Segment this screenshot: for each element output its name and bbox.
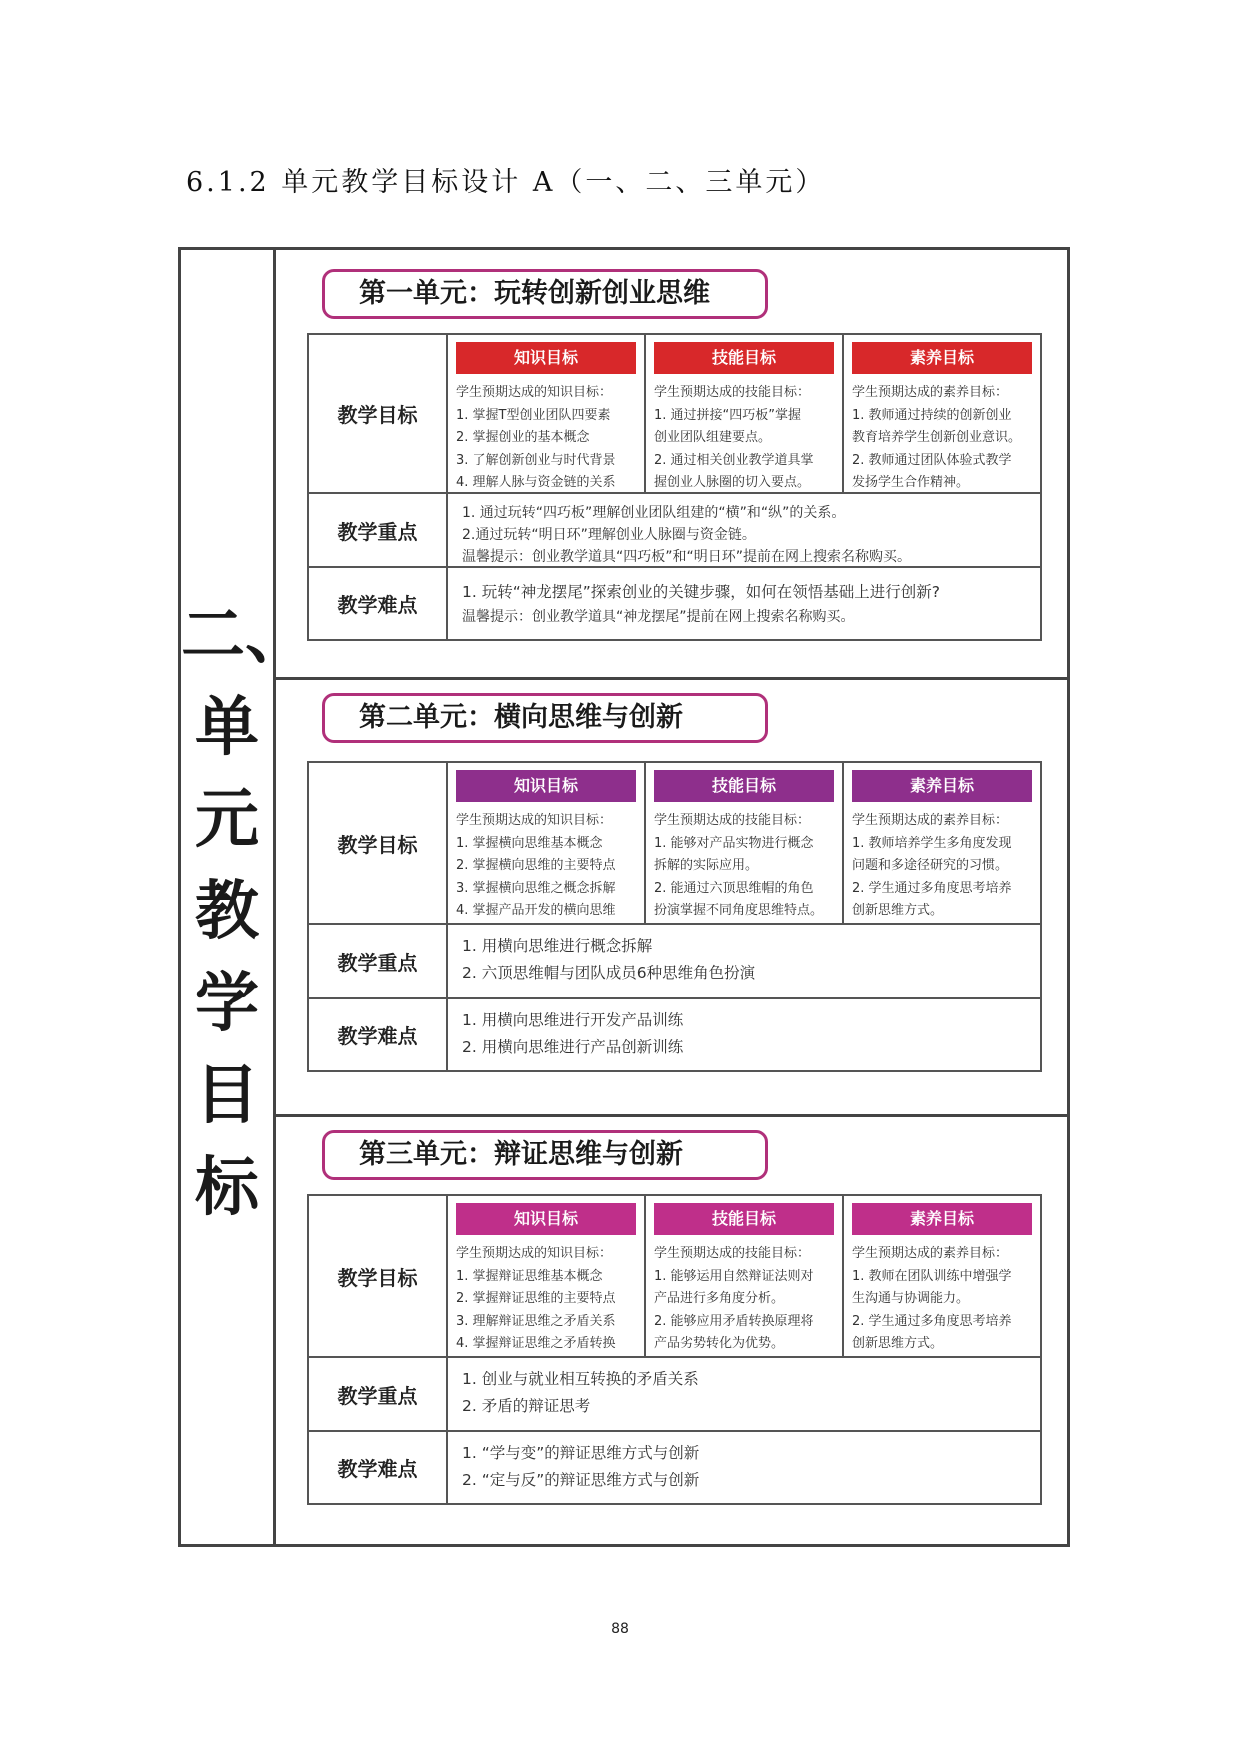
difficulty-line: 1. 玩转“神龙摆尾”探索创业的关键步骤，如何在领悟基础上进行创新? bbox=[462, 583, 941, 601]
key-point-line: 1. 用横向思维进行概念拆解 bbox=[462, 937, 653, 955]
goal-line: 2. 学生通过多角度思考培养 bbox=[852, 880, 1012, 896]
skill-goal-column bbox=[644, 335, 842, 492]
unit-1-title: 第一单元：玩转创新创业思维 bbox=[322, 269, 768, 319]
goal-line: 学生预期达成的素养目标： bbox=[852, 1246, 1009, 1261]
key-points-body bbox=[448, 925, 1040, 997]
key-points-body bbox=[448, 1358, 1040, 1430]
vertical-label-char: 二、 bbox=[181, 598, 309, 673]
goal-line: 学生预期达成的素养目标： bbox=[852, 385, 1009, 400]
goal-line: 产品劣势转化为优势。 bbox=[654, 1336, 785, 1351]
goal-line: 发扬学生合作精神。 bbox=[852, 475, 970, 490]
unit-2-section bbox=[276, 680, 1070, 1117]
literacy-goal-column bbox=[842, 763, 1040, 923]
goals-row bbox=[309, 763, 1040, 923]
difficulty-line: 2. “定与反”的辩证思维方式与创新 bbox=[462, 1471, 700, 1489]
goals-row bbox=[309, 1196, 1040, 1356]
goal-line: 学生预期达成的素养目标： bbox=[852, 813, 1009, 828]
goal-line: 2. 能通过六顶思维帽的角色 bbox=[654, 880, 814, 896]
goal-line: 学生预期达成的知识目标： bbox=[456, 1246, 613, 1261]
goal-line: 1. 掌握辩证思维基本概念 bbox=[456, 1268, 603, 1284]
goals-label: 教学目标 bbox=[309, 763, 448, 923]
knowledge-goal-header: 知识目标 bbox=[456, 342, 636, 374]
difficulties-row bbox=[309, 1430, 1040, 1503]
goal-line: 2. 学生通过多角度思考培养 bbox=[852, 1313, 1012, 1329]
key-point-line: 2. 矛盾的辩证思考 bbox=[462, 1397, 591, 1415]
knowledge-goal-header: 知识目标 bbox=[456, 770, 636, 802]
goal-line: 生沟通与协调能力。 bbox=[852, 1291, 970, 1306]
skill-goal-column bbox=[644, 1196, 842, 1356]
goals-label: 教学目标 bbox=[309, 335, 448, 492]
goal-line: 2. 掌握横向思维的主要特点 bbox=[456, 858, 616, 873]
page-number: 88 bbox=[611, 1621, 629, 1637]
goal-line: 2. 掌握辩证思维的主要特点 bbox=[456, 1291, 616, 1306]
goal-line: 1. 能够对产品实物进行概念 bbox=[654, 835, 814, 851]
key-points-label: 教学重点 bbox=[309, 1358, 448, 1430]
literacy-goal-column bbox=[842, 1196, 1040, 1356]
literacy-goal-header: 素养目标 bbox=[852, 770, 1032, 802]
goal-line: 1. 掌握横向思维基本概念 bbox=[456, 835, 603, 851]
goal-line: 1. 掌握T型创业团队四要素 bbox=[456, 407, 611, 423]
difficulties-label: 教学难点 bbox=[309, 568, 448, 639]
skill-goal-column bbox=[644, 763, 842, 923]
goal-line: 创新思维方式。 bbox=[852, 1336, 944, 1351]
goal-line: 学生预期达成的技能目标： bbox=[654, 385, 811, 400]
goal-line: 扮演掌握不同角度思维特点。 bbox=[654, 903, 824, 918]
unit-2-grid bbox=[307, 761, 1042, 1072]
goal-line: 2. 通过相关创业教学道具掌 bbox=[654, 452, 814, 468]
goal-line: 4. 掌握产品开发的横向思维 bbox=[456, 903, 616, 918]
unit-3-grid bbox=[307, 1194, 1042, 1505]
goal-line: 4. 掌握辩证思维之矛盾转换 bbox=[456, 1336, 616, 1351]
key-points-label: 教学重点 bbox=[309, 925, 448, 997]
goal-line: 产品进行多角度分析。 bbox=[654, 1291, 785, 1306]
goal-line: 2. 掌握创业的基本概念 bbox=[456, 430, 590, 445]
key-points-row bbox=[309, 492, 1040, 566]
skill-goal-header: 技能目标 bbox=[654, 770, 834, 802]
goal-line: 教育培养学生创新创业意识。 bbox=[852, 430, 1022, 445]
goal-line: 1. 教师培养学生多角度发现 bbox=[852, 835, 1012, 851]
difficulties-body bbox=[448, 999, 1040, 1070]
difficulty-line: 1. “学与变”的辩证思维方式与创新 bbox=[462, 1444, 700, 1462]
literacy-goal-column bbox=[842, 335, 1040, 492]
goals-row bbox=[309, 335, 1040, 492]
goal-line: 2. 能够应用矛盾转换原理将 bbox=[654, 1313, 814, 1329]
goal-line: 3. 理解辩证思维之矛盾关系 bbox=[456, 1313, 616, 1329]
vertical-label-char: 单 bbox=[195, 690, 259, 765]
goal-line: 1. 通过拼接“四巧板”掌握 bbox=[654, 407, 802, 423]
key-point-line: 1. 创业与就业相互转换的矛盾关系 bbox=[462, 1370, 699, 1388]
goal-line: 2. 教师通过团队体验式教学 bbox=[852, 452, 1012, 468]
difficulties-row bbox=[309, 566, 1040, 639]
unit-1-grid bbox=[307, 333, 1042, 641]
vertical-label-char: 学 bbox=[195, 966, 259, 1041]
difficulties-body bbox=[448, 568, 1040, 639]
knowledge-goal-header: 知识目标 bbox=[456, 1203, 636, 1235]
difficulties-label: 教学难点 bbox=[309, 1432, 448, 1503]
vertical-section-label bbox=[181, 250, 309, 1544]
goal-line: 拆解的实际应用。 bbox=[654, 858, 759, 873]
vertical-label-char: 教 bbox=[195, 874, 259, 949]
goal-line: 握创业人脉圈的切入要点。 bbox=[654, 475, 811, 490]
goals-label: 教学目标 bbox=[309, 1196, 448, 1356]
goal-line: 学生预期达成的技能目标： bbox=[654, 1246, 811, 1261]
knowledge-goal-column bbox=[448, 335, 644, 492]
key-points-row bbox=[309, 923, 1040, 997]
goal-line: 3. 了解创新创业与时代背景 bbox=[456, 452, 616, 468]
goal-line: 创业团队组建要点。 bbox=[654, 430, 772, 445]
unit-3-section bbox=[276, 1117, 1070, 1544]
unit-3-title: 第三单元：辩证思维与创新 bbox=[322, 1130, 768, 1180]
literacy-goal-header: 素养目标 bbox=[852, 342, 1032, 374]
goal-line: 3. 掌握横向思维之概念拆解 bbox=[456, 880, 616, 896]
key-points-label: 教学重点 bbox=[309, 494, 448, 566]
skill-goal-header: 技能目标 bbox=[654, 342, 834, 374]
goal-line: 1. 能够运用自然辩证法则对 bbox=[654, 1268, 814, 1284]
key-point-line: 1. 通过玩转“四巧板”理解创业团队组建的“横”和“纵”的关系。 bbox=[462, 505, 846, 521]
goal-line: 学生预期达成的知识目标： bbox=[456, 813, 613, 828]
difficulties-row bbox=[309, 997, 1040, 1070]
tip-line: 温馨提示：创业教学道具“神龙摆尾”提前在网上搜索名称购买。 bbox=[462, 609, 855, 625]
knowledge-goal-column bbox=[448, 763, 644, 923]
section-heading: 6.1.2 单元教学目标设计 A（一、二、三单元） bbox=[186, 167, 826, 198]
vertical-label-char: 目 bbox=[195, 1058, 259, 1133]
unit-2-title: 第二单元：横向思维与创新 bbox=[322, 693, 768, 743]
vertical-label-char: 标 bbox=[195, 1150, 259, 1225]
unit-goals-table bbox=[178, 247, 1070, 1547]
key-point-line: 2.通过玩转“明日环”理解创业人脉圈与资金链。 bbox=[462, 527, 756, 543]
literacy-goal-header: 素养目标 bbox=[852, 1203, 1032, 1235]
tip-line: 温馨提示：创业教学道具“四巧板”和“明日环”提前在网上搜索名称购买。 bbox=[462, 549, 912, 565]
key-points-row bbox=[309, 1356, 1040, 1430]
goal-line: 学生预期达成的技能目标： bbox=[654, 813, 811, 828]
difficulties-body bbox=[448, 1432, 1040, 1503]
skill-goal-header: 技能目标 bbox=[654, 1203, 834, 1235]
key-points-body bbox=[448, 494, 1040, 566]
goal-line: 4. 理解人脉与资金链的关系 bbox=[456, 475, 616, 490]
difficulty-line: 2. 用横向思维进行产品创新训练 bbox=[462, 1038, 684, 1056]
difficulty-line: 1. 用横向思维进行开发产品训练 bbox=[462, 1011, 684, 1029]
key-point-line: 2. 六顶思维帽与团队成员6种思维角色扮演 bbox=[462, 964, 756, 982]
vertical-label-char: 元 bbox=[195, 782, 259, 857]
difficulties-label: 教学难点 bbox=[309, 999, 448, 1070]
goal-line: 问题和多途径研究的习惯。 bbox=[852, 858, 1009, 873]
unit-1-section bbox=[276, 250, 1070, 680]
knowledge-goal-column bbox=[448, 1196, 644, 1356]
goal-line: 创新思维方式。 bbox=[852, 903, 944, 918]
goal-line: 1. 教师通过持续的创新创业 bbox=[852, 407, 1012, 423]
goal-line: 学生预期达成的知识目标： bbox=[456, 385, 613, 400]
goal-line: 1. 教师在团队训练中增强学 bbox=[852, 1268, 1012, 1284]
